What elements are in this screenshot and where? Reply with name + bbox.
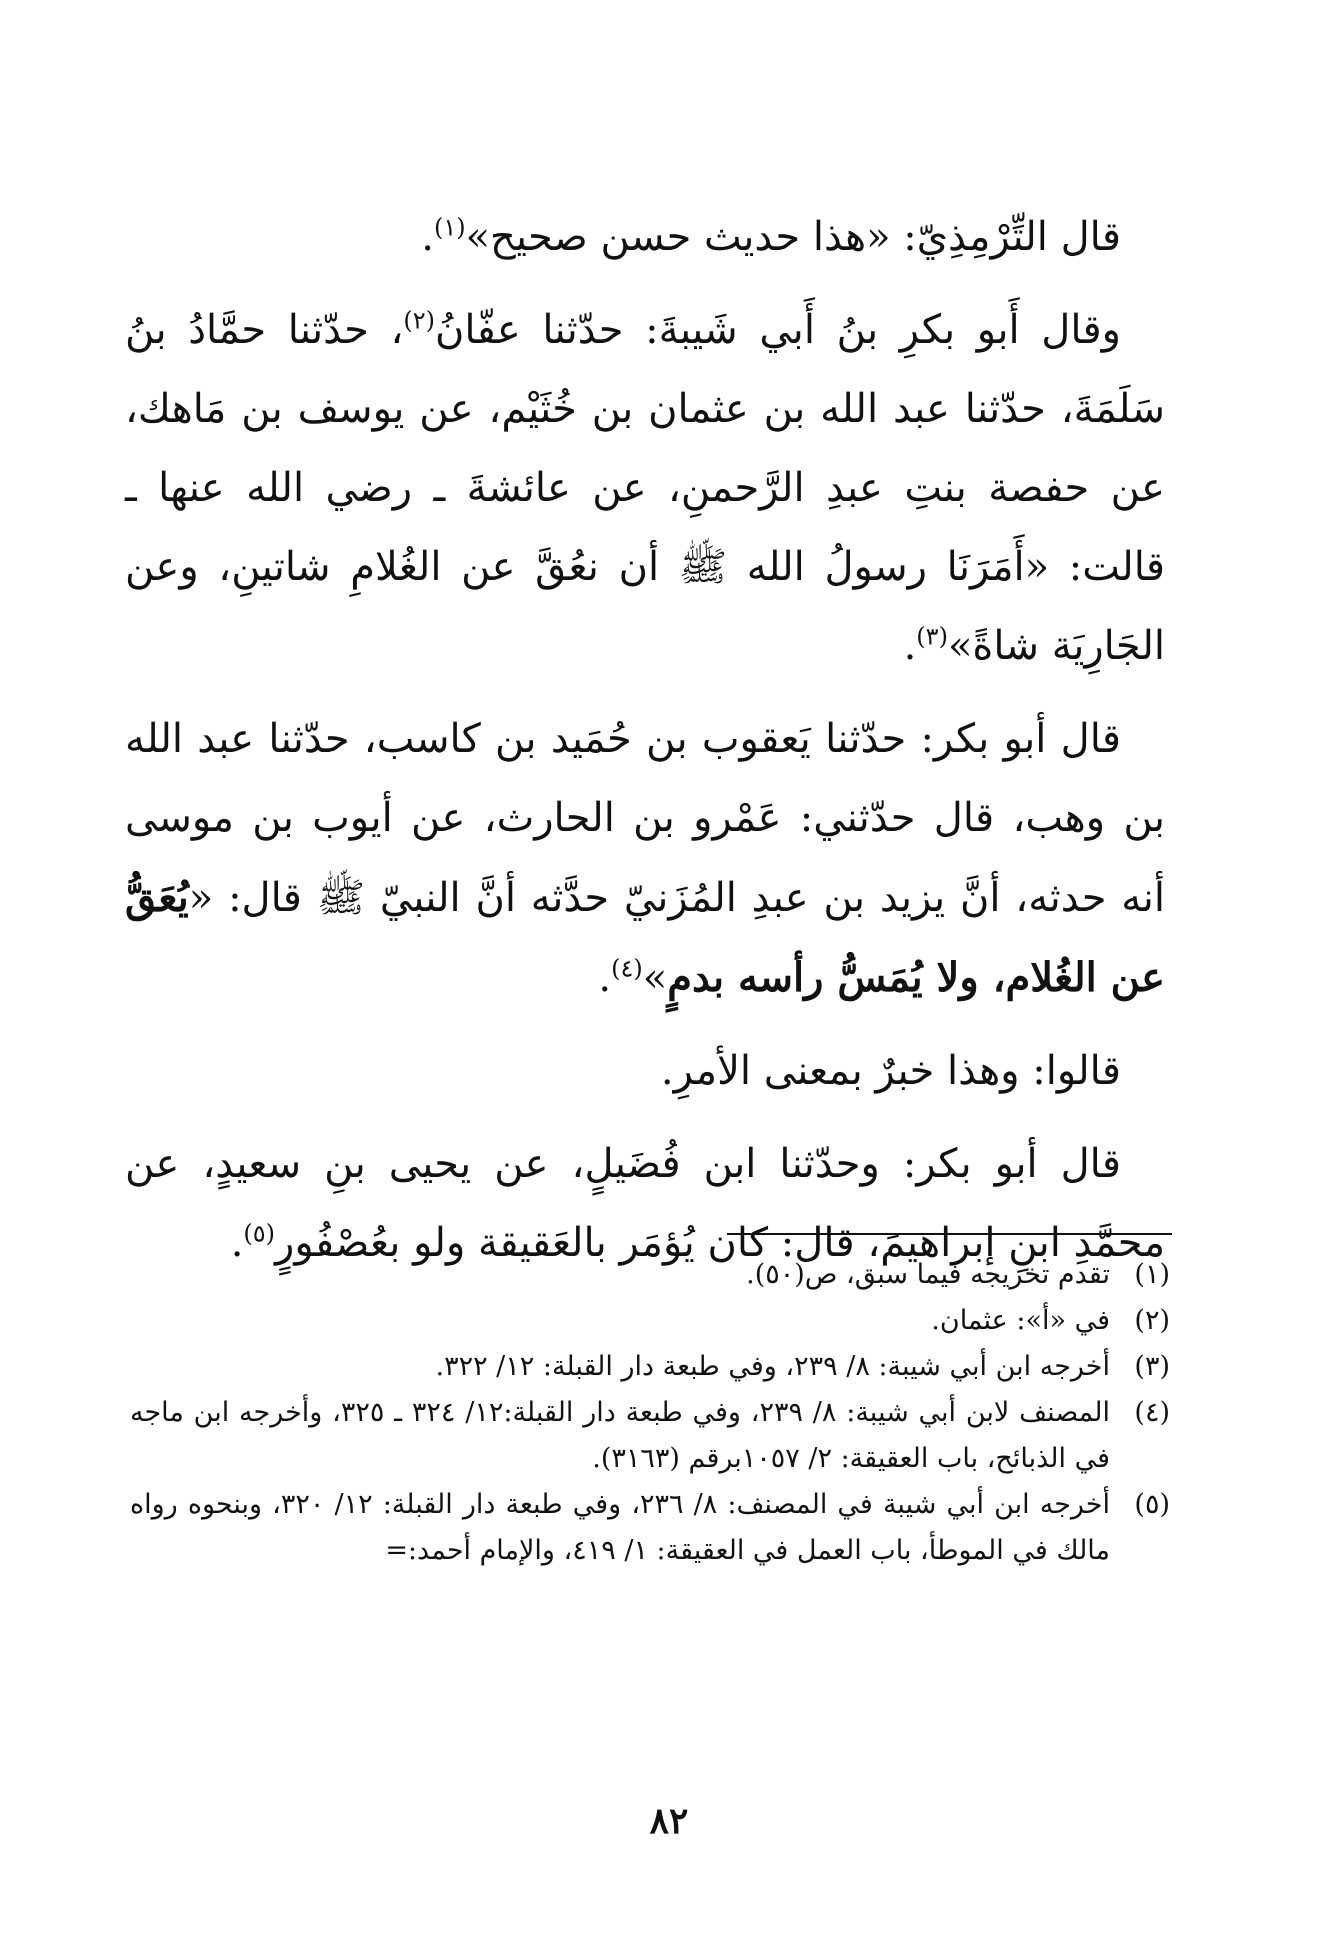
footnote-number: (٥)	[1134, 1489, 1170, 1520]
footnote-ref-4: (٤)	[611, 954, 643, 983]
footnote-text: المصنف لابن أبي شيبة: ٨/ ٢٣٩، وفي طبعة دار القبلة:١٢/ ٣٢٤ ـ ٣٢٥، وأخرجه ابن ماجه في الذبائح، باب العقيقة: ٢/ ١٠٥٧برقم (٣١٦٣).	[130, 1397, 1110, 1474]
footnote-divider	[727, 1233, 1172, 1235]
footnote-ref-3: (٣)	[916, 622, 948, 651]
paragraph-1	[125, 198, 1165, 277]
footnote-text: أخرجه ابن أبي شيبة: ٨/ ٢٣٩، وفي طبعة دار القبلة: ١٢/ ٣٢٢.	[435, 1351, 1110, 1382]
footnote-number: (٢)	[1134, 1305, 1170, 1336]
paragraph-1-text: قال التِّرْمِذِيّ: «هذا حديث حسن صحيح»	[465, 214, 1121, 260]
paragraph-3	[125, 700, 1165, 1018]
paragraph-2	[125, 291, 1165, 686]
page-number: ٨٢	[649, 1800, 689, 1842]
paragraph-2-end: .	[903, 623, 917, 669]
footnote-2	[130, 1298, 1170, 1344]
footnote-4	[130, 1390, 1170, 1482]
paragraph-1-end: .	[421, 214, 434, 260]
paragraph-3-end: .	[598, 955, 612, 1001]
footnote-text: أخرجه ابن أبي شيبة في المصنف: ٨/ ٢٣٦، وفي طبعة دار القبلة: ١٢/ ٣٢٠، وبنحوه رواه مالك في الموطأ، باب العمل في العقيقة: ١/ ٤١٩، والإمام أحمد:=	[130, 1489, 1110, 1566]
main-text	[125, 198, 1165, 1283]
footnote-ref-1: (١)	[433, 213, 466, 242]
footnote-text: تقدم تخريجه فيما سبق، ص(٥٠).	[746, 1259, 1110, 1290]
paragraph-2-text-a: وقال أَبو بكرِ بنُ أَبي شَيبةَ: حدّثنا عفّانُ	[435, 307, 1121, 353]
paragraph-5-text: قال أبو بكر: وحدّثنا ابن فُضَيلٍ، عن يحيى بنِ سعيدٍ، عن محمَّدِ ابنِ إبراهيمَ، قال: كان يُؤمَر بالعَقيقة ولو بعُصْفُورٍ	[125, 1141, 1165, 1266]
footnote-number: (٤)	[1134, 1397, 1170, 1428]
paragraph-4-text: قالوا: وهذا خبرٌ بمعنى الأمرِ.	[660, 1048, 1121, 1094]
paragraph-2-text-b: ، حدّثنا حمَّادُ بنُ سَلَمَةَ، حدّثنا عبد الله بن عثمان بن خُثَيْم، عن يوسف بن مَاهك، عن حفصة بنتِ عبدِ الرَّحمنِ، عن عائشةَ ـ رضي الله عنها ـ قالت: «أَمَرَنَا رسولُ الله ﷺ أن نعُقَّ عن الغُلامِ شاتينِ، وعن الجَارِيَة شاةً»	[125, 307, 1165, 669]
footnote-ref-5: (٥)	[243, 1219, 276, 1248]
footnote-number: (٣)	[1134, 1351, 1170, 1382]
paragraph-4	[125, 1032, 1165, 1111]
footnote-ref-2: (٢)	[403, 306, 436, 335]
paragraph-3-quote-close: »	[642, 955, 668, 1001]
paragraph-3-text-a: قال أبو بكر: حدّثنا يَعقوب بن حُمَيد بن كاسب، حدّثنا عبد الله بن وهب، قال حدّثني: عَمْرو بن الحارث، عن أيوب بن موسى أنه حدثه، أنَّ يزيد بن عبدِ المُزَنيّ حدَّثه أنَّ النبيّ ﷺ قال: «	[125, 716, 1165, 921]
footnote-3	[130, 1344, 1170, 1390]
footnote-1	[130, 1252, 1170, 1298]
hadith-quote-bold: يُعَقُّ عن الغُلام، ولا يُمَسُّ رأسه بدمٍ	[125, 874, 1165, 1001]
footnote-5	[130, 1482, 1170, 1574]
footnote-text: في «أ»: عثمان.	[931, 1305, 1110, 1336]
footnotes	[130, 1252, 1170, 1574]
paragraph-5-end: .	[230, 1220, 244, 1266]
footnote-number: (١)	[1134, 1259, 1170, 1290]
